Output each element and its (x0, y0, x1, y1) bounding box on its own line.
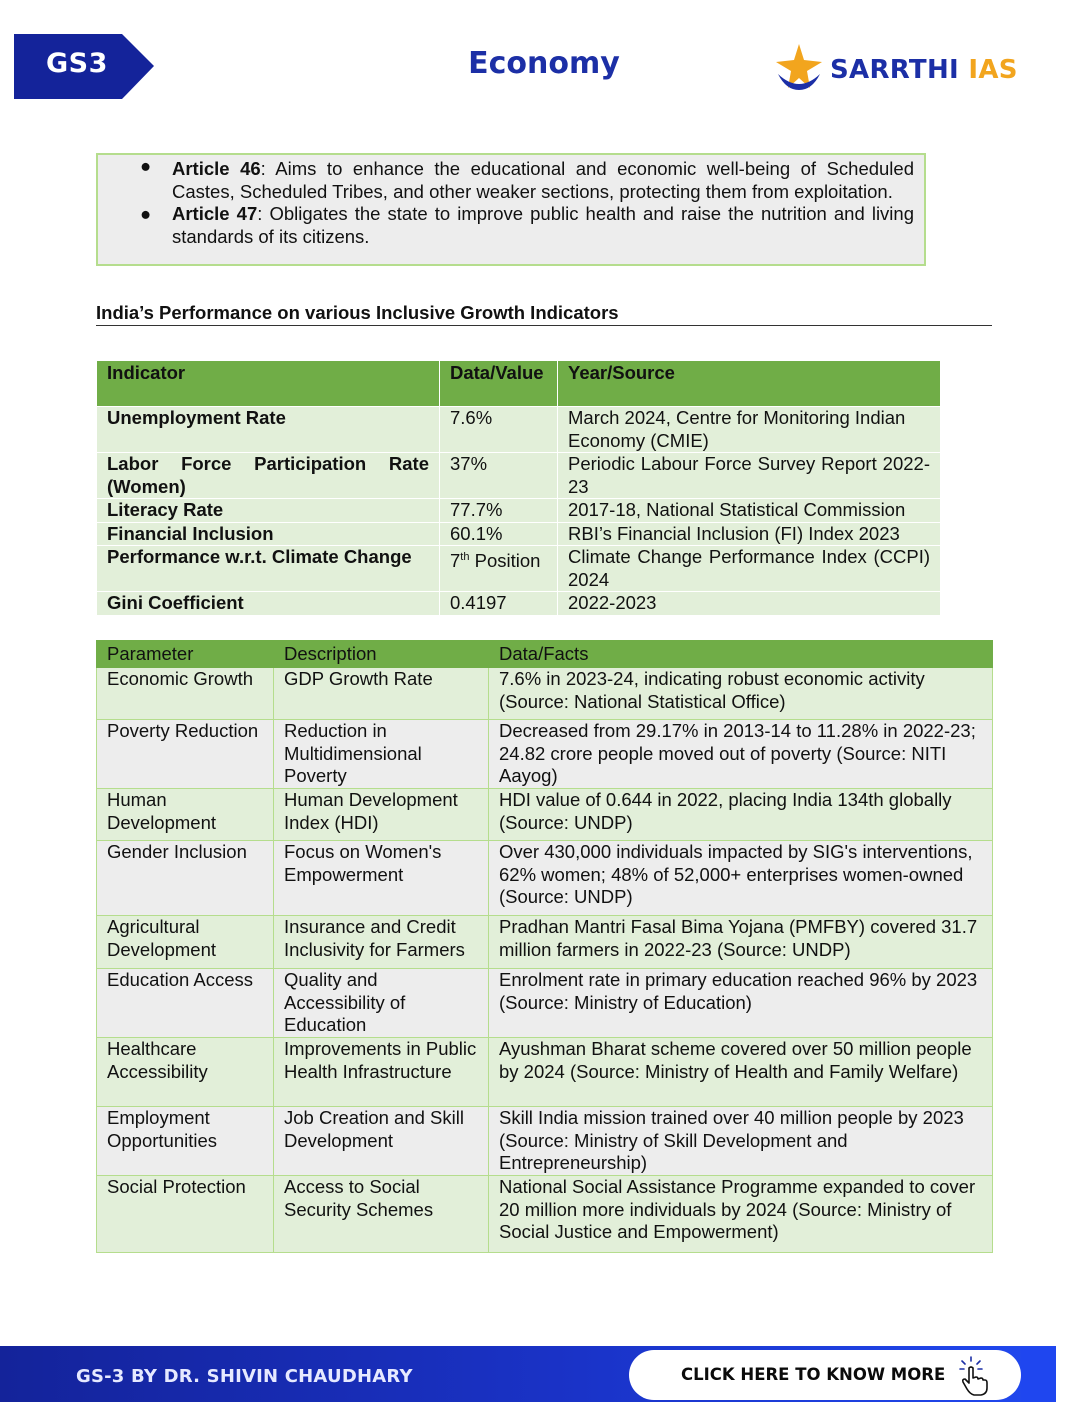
source-cell: 2022-2023 (558, 592, 941, 616)
cta-label: CLICK HERE TO KNOW MORE (681, 1365, 946, 1384)
brand-secondary: IAS (968, 55, 1018, 85)
description-cell: Reduction in Multidimensional Poverty (274, 720, 489, 789)
table-row (97, 969, 993, 1038)
section-heading: India’s Performance on various Inclusive Growth Indicators (96, 302, 992, 326)
table-row (97, 841, 993, 916)
bullet-icon: ● (140, 155, 152, 176)
value-ordinal: th (460, 551, 470, 563)
header-indicator: Indicator (97, 361, 440, 407)
source-cell: March 2024, Centre for Monitoring Indian Economy (CMIE) (558, 407, 941, 453)
table-row (97, 592, 941, 616)
header-facts: Data/Facts (489, 641, 993, 668)
parameter-cell: Agricultural Development (97, 916, 274, 969)
page-title: Economy (468, 46, 620, 81)
gs-tag-label: GS3 (46, 48, 108, 79)
indicator-cell: Labor Force Participation Rate (Women) (97, 453, 440, 499)
table-row (97, 720, 993, 789)
table-header-row (97, 361, 941, 407)
table-row (97, 407, 941, 453)
articles-box (96, 153, 926, 266)
parameter-cell: Healthcare Accessibility (97, 1038, 274, 1107)
source-cell: RBI’s Financial Inclusion (FI) Index 2023 (558, 522, 941, 546)
indicator-cell: Gini Coefficient (97, 592, 440, 616)
facts-cell: National Social Assistance Programme expanded to cover 20 million more individuals by 2024 (Source: Ministry of Social Justice and Empowerment) (489, 1176, 993, 1253)
description-cell: Quality and Accessibility of Education (274, 969, 489, 1038)
value-cell: 0.4197 (440, 592, 558, 616)
description-cell: Access to Social Security Schemes (274, 1176, 489, 1253)
value-number: 7 (450, 550, 461, 572)
know-more-button[interactable] (629, 1350, 1021, 1400)
value-suffix: Position (469, 550, 541, 572)
parameter-cell: Human Development (97, 789, 274, 841)
bullet-icon: ● (140, 203, 152, 224)
brand-primary: SARRTHI (830, 55, 959, 85)
table-row (97, 1176, 993, 1253)
source-cell: 2017-18, National Statistical Commission (558, 499, 941, 523)
source-cell: Periodic Labour Force Survey Report 2022-23 (558, 453, 941, 499)
table-row (97, 1038, 993, 1107)
table-row (97, 499, 941, 523)
facts-cell: Decreased from 29.17% in 2013-14 to 11.28% in 2022-23; 24.82 crore people moved out of poverty (Source: NITI Aayog) (489, 720, 993, 789)
footer-author: GS-3 BY DR. SHIVIN CHAUDHARY (76, 1366, 413, 1387)
value-cell (440, 546, 558, 592)
header-source: Year/Source (558, 361, 941, 407)
facts-cell: Over 430,000 individuals impacted by SIG's interventions, 62% women; 48% of 52,000+ enterprises women-owned (Source: UNDP) (489, 841, 993, 916)
article-title: Article 47 (172, 203, 258, 224)
value-cell: 37% (440, 453, 558, 499)
table-row (97, 668, 993, 720)
value-cell: 7.6% (440, 407, 558, 453)
description-cell: GDP Growth Rate (274, 668, 489, 720)
facts-cell: 7.6% in 2023-24, indicating robust economic activity (Source: National Statistical Office) (489, 668, 993, 720)
brand-name (830, 55, 1018, 85)
parameter-cell: Employment Opportunities (97, 1107, 274, 1176)
value-cell: 60.1% (440, 522, 558, 546)
table-row (97, 522, 941, 546)
header-parameter: Parameter (97, 641, 274, 668)
table-row (97, 546, 941, 592)
brand-logo[interactable] (774, 44, 1018, 92)
description-cell: Insurance and Credit Inclusivity for Farmers (274, 916, 489, 969)
pointer-hand-icon (957, 1356, 991, 1396)
parameter-cell: Economic Growth (97, 668, 274, 720)
description-cell: Improvements in Public Health Infrastructure (274, 1038, 489, 1107)
facts-cell: Ayushman Bharat scheme covered over 50 million people by 2024 (Source: Ministry of Health and Family Welfare) (489, 1038, 993, 1107)
parameters-table (96, 640, 993, 1253)
table-row (97, 453, 941, 499)
table-row (97, 916, 993, 969)
header-value: Data/Value (440, 361, 558, 407)
indicator-cell: Financial Inclusion (97, 522, 440, 546)
facts-cell: Skill India mission trained over 40 million people by 2023 (Source: Ministry of Skill Development and Entrepreneurship) (489, 1107, 993, 1176)
article-text: : Obligates the state to improve public health and raise the nutrition and living standards of its citizens. (172, 203, 914, 247)
parameter-cell: Gender Inclusion (97, 841, 274, 916)
indicator-cell: Unemployment Rate (97, 407, 440, 453)
article-item (98, 155, 924, 203)
facts-cell: HDI value of 0.644 in 2022, placing India 134th globally (Source: UNDP) (489, 789, 993, 841)
article-item (98, 203, 924, 248)
indicators-table (96, 360, 941, 616)
parameter-cell: Social Protection (97, 1176, 274, 1253)
description-cell: Human Development Index (HDI) (274, 789, 489, 841)
value-cell: 77.7% (440, 499, 558, 523)
article-title: Article 46 (172, 158, 261, 179)
table-header-row (97, 641, 993, 668)
parameter-cell: Education Access (97, 969, 274, 1038)
facts-cell: Enrolment rate in primary education reached 96% by 2023 (Source: Ministry of Education) (489, 969, 993, 1038)
footer-edge (1021, 1346, 1056, 1402)
indicator-cell: Performance w.r.t. Climate Change (97, 546, 440, 592)
table-row (97, 1107, 993, 1176)
article-text: : Aims to enhance the educational and economic well-being of Scheduled Castes, Scheduled Tribes, and other weaker sections, protecting them from exploitation. (172, 158, 914, 202)
table-row (97, 789, 993, 841)
indicator-cell: Literacy Rate (97, 499, 440, 523)
source-cell: Climate Change Performance Index (CCPI) 2024 (558, 546, 941, 592)
description-cell: Job Creation and Skill Development (274, 1107, 489, 1176)
parameter-cell: Poverty Reduction (97, 720, 274, 789)
header-description: Description (274, 641, 489, 668)
facts-cell: Pradhan Mantri Fasal Bima Yojana (PMFBY) covered 31.7 million farmers in 2022-23 (Source: UNDP) (489, 916, 993, 969)
star-logo-icon (774, 44, 824, 90)
description-cell: Focus on Women's Empowerment (274, 841, 489, 916)
